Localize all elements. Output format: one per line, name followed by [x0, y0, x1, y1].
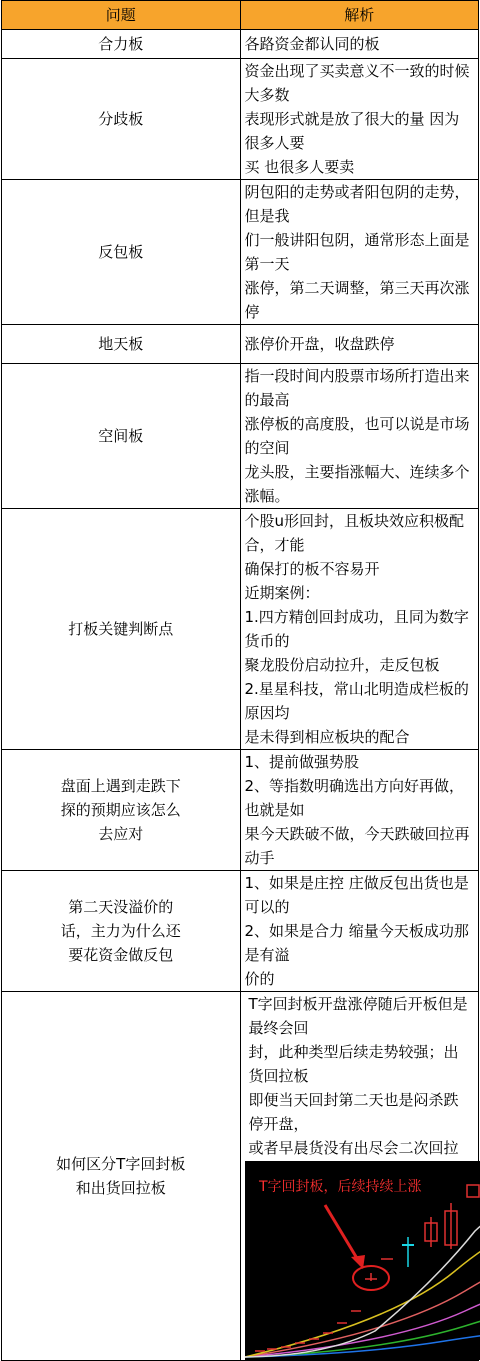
analysis-table — [1, 0, 479, 1361]
table-header-row — [2, 1, 479, 30]
analysis-cell: 各路资金都认同的板 — [240, 30, 479, 59]
question-cell: 如何区分T字回封板 和出货回拉板 — [2, 992, 241, 1361]
analysis-text: T字回封板开盘涨停随后开板但是最终会回 封，此种类型后续走势较强；出货回拉板 即便当天回封第二天也是闷杀跌停开盘， 或者早晨货没有出尽会二次回拉 — [245, 992, 475, 1160]
question-cell: 反包板 — [2, 180, 241, 325]
table-row — [2, 871, 479, 992]
table-row — [2, 325, 479, 364]
analysis-cell: 资金出现了买卖意义不一致的时候 大多数 表现形式就是放了很大的量 因为很多人要 买 也很多人要卖 — [240, 59, 479, 180]
question-cell: 地天板 — [2, 325, 241, 364]
analysis-cell: 个股u形回封，且板块效应积极配合，才能 确保打的板不容易开 近期案例： 1.四方精创回封成功，且同为数字货币的 聚龙股份启动拉升，走反包板 2.星星科技，常山北明造成栏板的原因均 是未得到相应板块的配合 — [240, 509, 479, 750]
analysis-cell: 涨停价开盘，收盘跌停 — [240, 325, 479, 364]
table-row — [2, 992, 479, 1361]
question-cell: 打板关键判断点 — [2, 509, 241, 750]
chart-annotation: T字回封板，后续持续上涨 — [258, 1178, 422, 1195]
question-cell: 第二天没溢价的 话，主力为什么还 要花资金做反包 — [2, 871, 241, 992]
table-row — [2, 59, 479, 180]
table-row — [2, 509, 479, 750]
stock-chart-image — [245, 1161, 480, 1360]
table-row — [2, 180, 479, 325]
header-question: 问题 — [2, 1, 241, 30]
analysis-cell: 1、提前做强势股 2、等指数明确选出方向好再做，也就是如 果今天跌破不做，今天跌破回拉再动手 — [240, 750, 479, 871]
analysis-cell: 1、如果是庄控 庄做反包出货也是可以的 2、如果是合力 缩量今天板成功那是有溢 价的 — [240, 871, 479, 992]
table-row — [2, 364, 479, 509]
question-cell: 空间板 — [2, 364, 241, 509]
table-row — [2, 750, 479, 871]
table-row — [2, 30, 479, 59]
header-analysis: 解析 — [240, 1, 479, 30]
question-cell: 盘面上遇到走跌下 探的预期应该怎么 去应对 — [2, 750, 241, 871]
analysis-cell: 指一段时间内股票市场所打造出来的最高 涨停板的高度股，也可以说是市场的空间 龙头股，主要指涨幅大、连续多个涨幅。 — [240, 364, 479, 509]
analysis-cell: 阴包阳的走势或者阳包阴的走势，但是我 们一般讲阳包阴，通常形态上面是第一天 涨停，第二天调整，第三天再次涨停 — [240, 180, 479, 325]
question-cell: 合力板 — [2, 30, 241, 59]
question-cell: 分歧板 — [2, 59, 241, 180]
candlestick-chart — [245, 1161, 480, 1360]
analysis-cell — [240, 992, 479, 1361]
